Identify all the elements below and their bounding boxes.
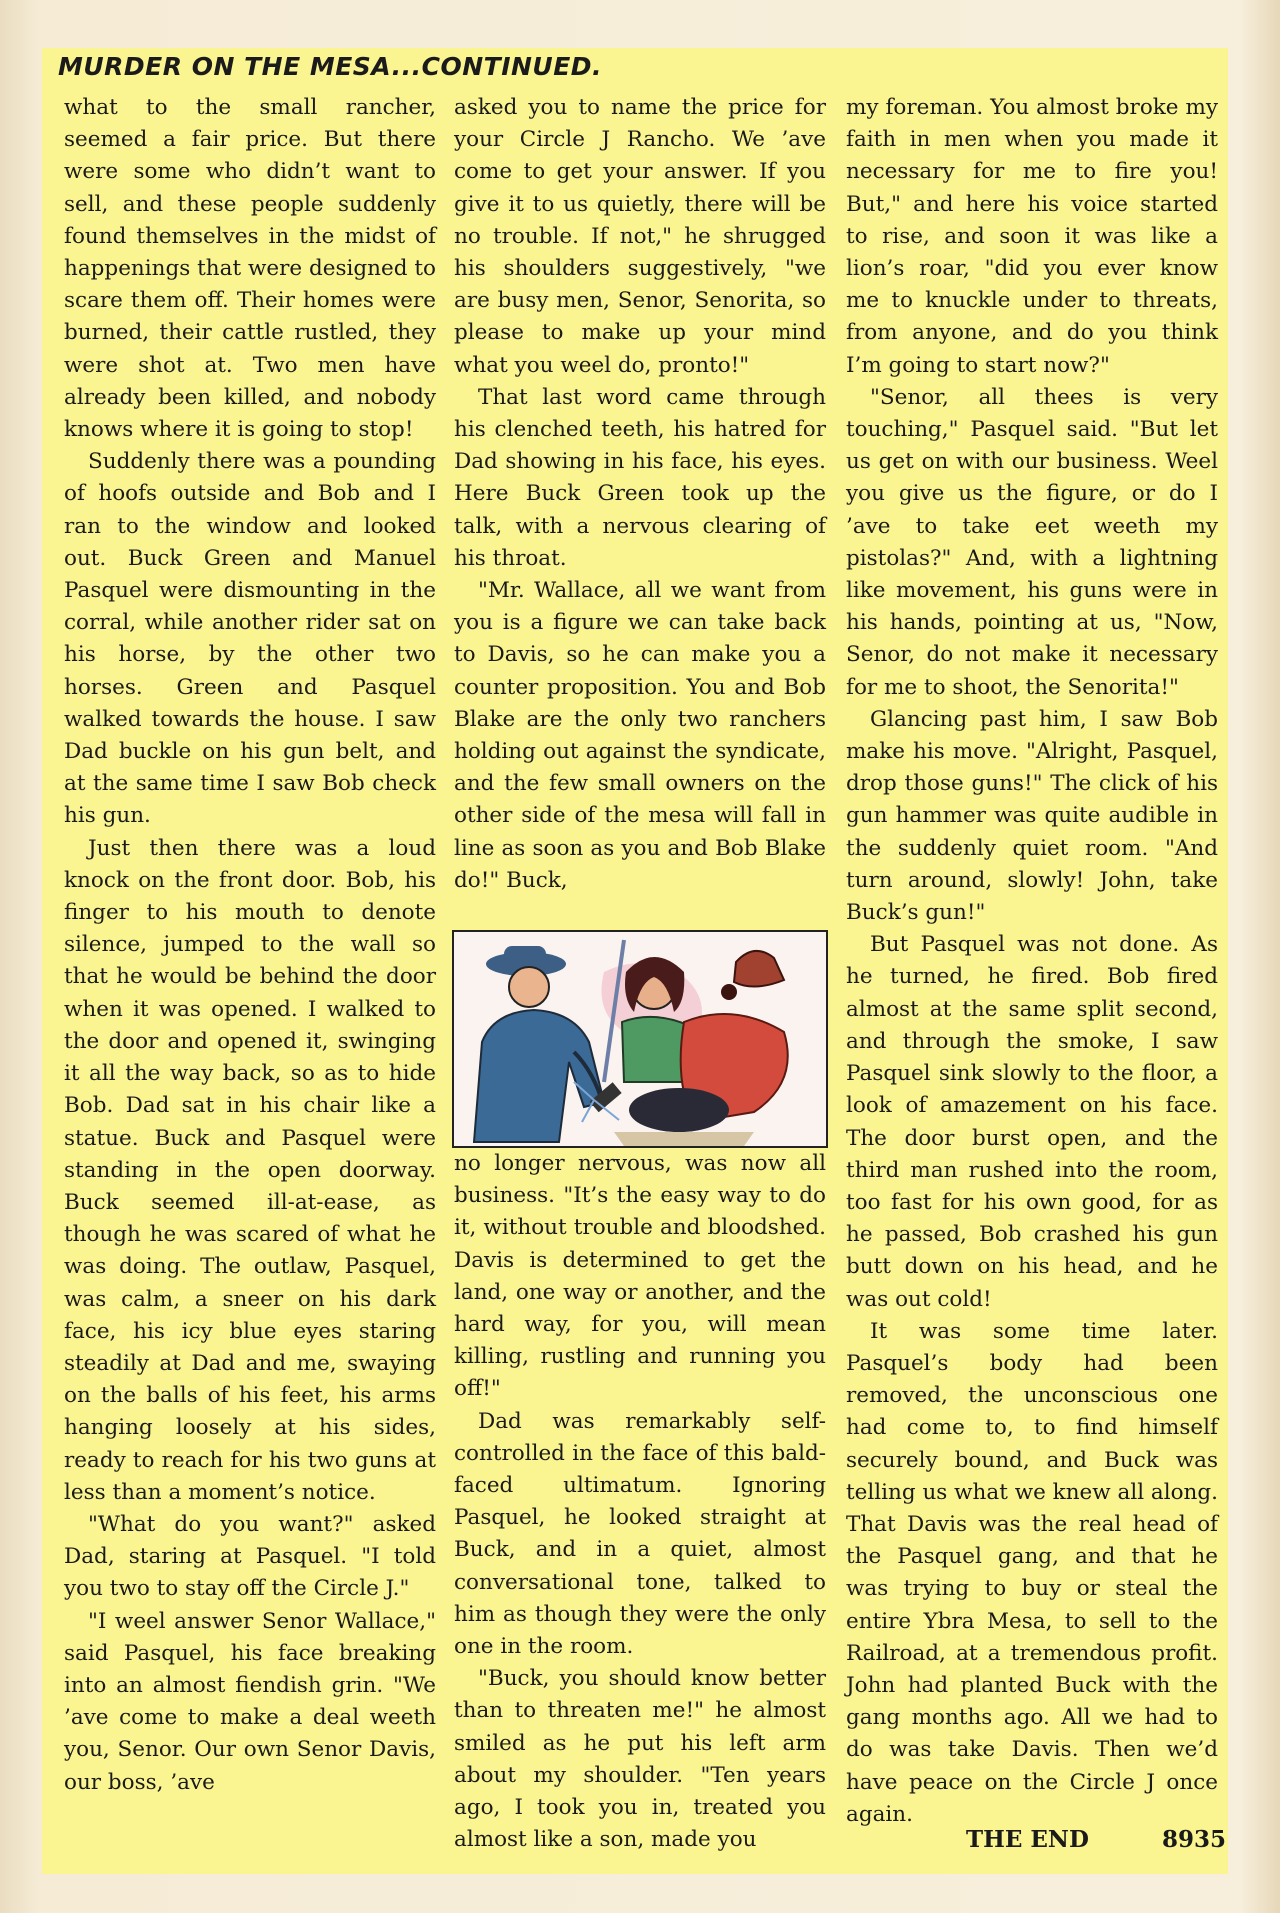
page-code: 8935 xyxy=(1161,1826,1226,1853)
paragraph: "I weel answer Senor Wallace," said Pasquel, his face breaking into an almost fiendish grin. "We ’ave come to make a deal weeth you, Senor. Our own Senor Davis, our boss, ’ave xyxy=(64,1608,436,1795)
paragraph: Just then there was a loud knock on the front door. Bob, his finger to his mouth to denote silence, jumped to the wall so that he would be behind the door when it was opened. I walked to the door and opened it, swinging it all the way back, so as to hide Bob. Dad sat in his chair like a statue. Buck and Pasquel were standing in the open doorway. Buck seemed ill-at-ease, as though he was scared of what he was doing. The outlaw, Pasquel, was calm, a sneer on his dark face, his icy blue eyes staring steadily at Dad and me, swaying on the balls of his feet, his arms hanging loosely at his sides, ready to reach for his two guns at less than a moment’s notice. xyxy=(64,835,436,1505)
paragraph: "Mr. Wallace, all we want from you is a figure we can take back to Davis, so he can make you a counter proposition. You and Bob Blake are the only two ranchers holding out against the syndicate, and the few small owners on the other side of the mesa will fall in line as soon as you and Bob Blake do!" Buck, xyxy=(454,578,826,893)
paragraph: Suddenly there was a pounding of hoofs outside and Bob and I ran to the window and looked out. Buck Green and Manuel Pasquel were dismounting in the corral, while another rider sat on his horse, by the other two horses. Green and Pasquel walked towards the house. I saw Dad buckle on his gun belt, and at the same time I saw Bob check his gun. xyxy=(64,449,436,829)
paragraph: That last word came through his clenched teeth, his hatred for Dad showing in his face, his eyes. Here Buck Green took up the talk, with a nervous clearing of his throat. xyxy=(454,384,826,571)
paragraph: "Buck, you should know better than to threaten me!" he almost smiled as he put his left arm about my shoulder. "Ten years ago, I took you in, treated you almost like a son, made you xyxy=(454,1666,826,1853)
column-2 xyxy=(454,92,826,897)
paragraph: But Pasquel was not done. As he turned, he fired. Bob fired almost at the same split second, and through the smoke, I saw Pasquel sink slowly to the floor, a look of amazement on his face. The door burst open, and the third man rushed into the room, too fast for his own good, for as he passed, Bob crashed his gun butt down on his head, and he was out cold! xyxy=(846,932,1218,1312)
paragraph: Dad was remarkably self-controlled in the face of this bald-faced ultimatum. Ignoring Pasquel, he looked straight at Buck, and in a quiet, almost conversational tone, talked to him as though they were the only one in the room. xyxy=(454,1408,826,1660)
running-title: MURDER ON THE MESA...CONTINUED. xyxy=(58,52,603,81)
paragraph: what to the small rancher, seemed a fair price. But there were some who didn’t want to sell, and these people suddenly found themselves in the midst of happenings that were designed to scare them off. Their homes were burned, their cattle rustled, they were shot at. Two men have already been killed, and nobody knows where it is going to stop! xyxy=(64,95,436,443)
paragraph: Glancing past him, I saw Bob make his move. "Alright, Pasquel, drop those guns!" The click of his gun hammer was quite audible in the suddenly quiet room. "And turn around, slowly! John, take Buck’s gun!" xyxy=(846,706,1218,926)
the-end-label: THE END xyxy=(966,1826,1089,1853)
paragraph: "Senor, all thees is very touching," Pasquel said. "But let us get on with our business. Weel you give us the figure, or do I ’ave to take eet weeth my pistolas?" And, with a lightning like movement, his guns were in his hands, pointing at us, "Now, Senor, do not make it necessary for me to shoot, the Senorita!" xyxy=(846,384,1218,700)
page-footer xyxy=(966,1826,1226,1853)
column-1 xyxy=(64,92,436,1799)
paragraph: my foreman. You almost broke my faith in men when you made it necessary for me to fire you! But," and here his voice started to rise, and soon it was like a lion’s roar, "did you ever know me to knuckle under to threats, from anyone, and do you think I’m going to start now?" xyxy=(846,95,1218,378)
paragraph: "What do you want?" asked Dad, staring at Pasquel. "I told you two to stay off the Circle J." xyxy=(64,1511,436,1602)
paragraph: no longer nervous, was now all business. "It’s the easy way to do it, without trouble and bloodshed. Davis is determined to get the land, one way or another, and the hard way, for you, will mean killing, rustling and running you off!" xyxy=(454,1151,826,1402)
illustration-art xyxy=(454,932,826,1146)
story-illustration xyxy=(452,930,828,1148)
column-2-continued xyxy=(454,1148,826,1856)
column-3 xyxy=(846,92,1218,1831)
paragraph: It was some time later. Pasquel’s body had been removed, the unconscious one had come to, to find himself securely bound, and Buck was telling us what we knew all along. That Davis was the real head of the Pasquel gang, and that he was trying to buy or steal the entire Ybra Mesa, to sell to the Railroad, at a tremendous profit. John had planted Buck with the gang months ago. All we had to do was take Davis. Then we’d have peace on the Circle J once again. xyxy=(846,1318,1218,1827)
paragraph: asked you to name the price for your Circle J Rancho. We ’ave come to get your answer. If you give it to us quietly, there will be no trouble. If not," he shrugged his shoulders suggestively, "we are busy men, Senor, Senorita, so please to make up your mind what you weel do, pronto!" xyxy=(454,95,826,378)
